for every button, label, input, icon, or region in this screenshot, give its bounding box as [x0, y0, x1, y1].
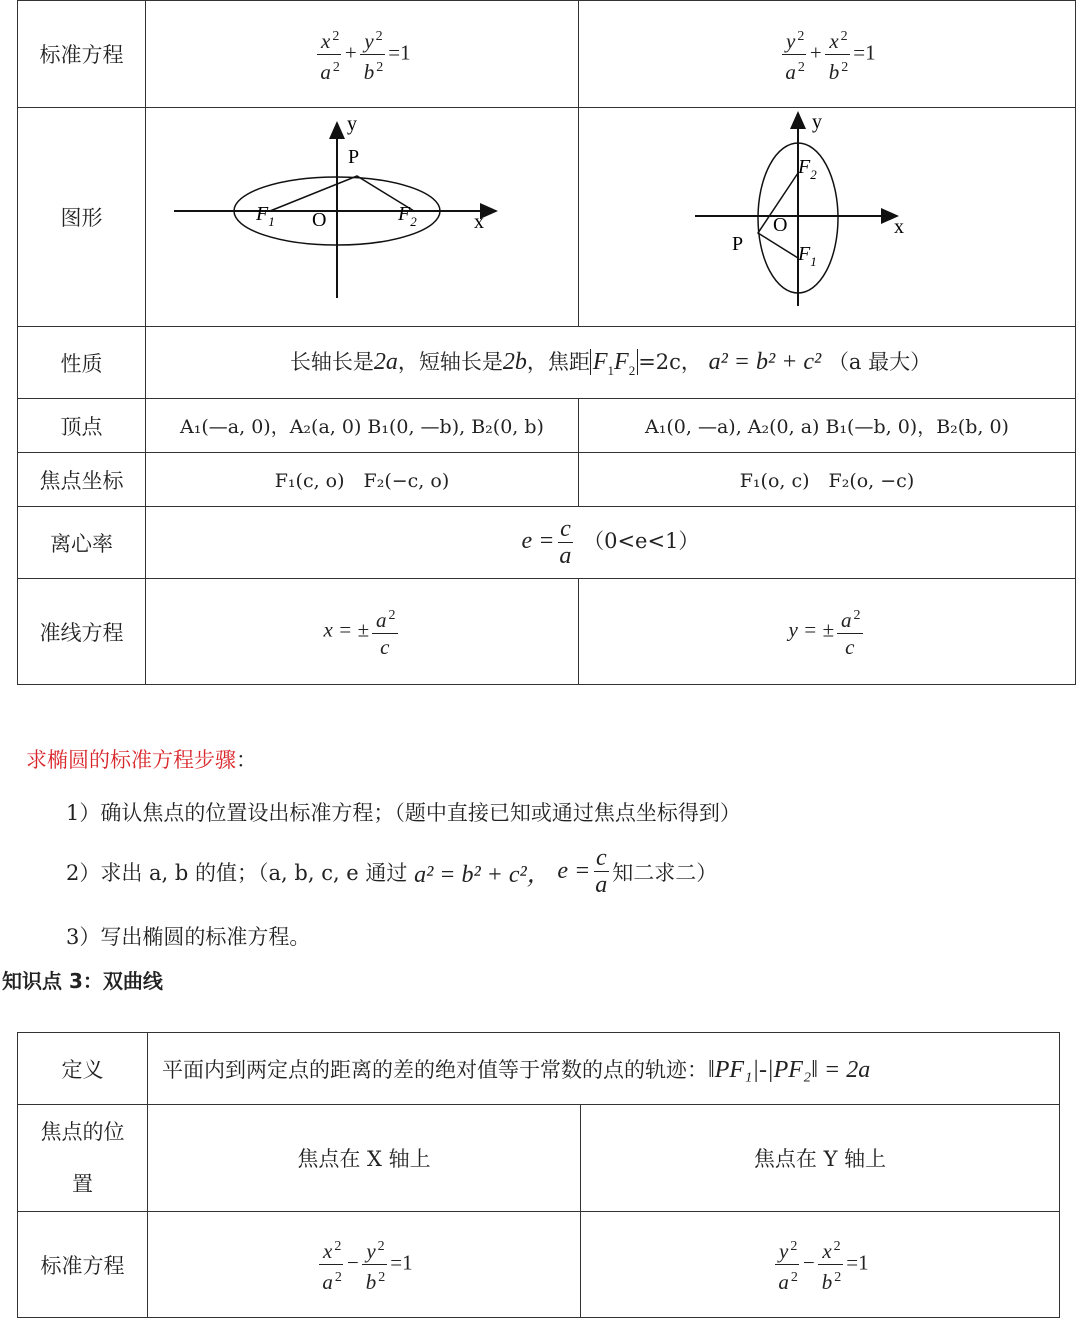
ellipse-table [17, 0, 1076, 685]
f2-label: $F_2$ [798, 156, 817, 182]
eccentricity-formula: e = $\frac{c}{a}$ （0<e<1） [146, 507, 1076, 579]
hyperbola-table [17, 1032, 1060, 1318]
formula-y-focus: $\frac{y ^2}{a ^2}$ − $\frac{x ^2}{b ^2}$ =1 [581, 1212, 1060, 1318]
o-label: O [312, 209, 327, 231]
row-label: 标准方程 [18, 1, 146, 108]
focal-lines [270, 176, 414, 211]
row-vertex [18, 399, 1076, 453]
y-label: y [347, 113, 357, 135]
figure-y-ellipse [579, 108, 1076, 327]
step-3: 3）写出椭圆的标准方程。 [66, 925, 311, 949]
y-label: y [812, 111, 822, 133]
p-label: P [348, 146, 360, 168]
property-text: 长轴长是2a，短轴长是2b，焦距 $F_1F_2 =2c$， a² = b² + c² （a 最大） [146, 327, 1076, 399]
formula-y-focus: $\frac{y ^2}{a ^2}$ + $\frac{x ^2}{b ^2}$ =1 [579, 1, 1076, 108]
row-label: 标准方程 [18, 1212, 148, 1318]
formula-x-focus: $\frac{x ^2}{a ^2}$ − $\frac{y ^2}{b ^2}$ =1 [148, 1212, 581, 1318]
focus-y: F₁(o, c) F₂(o, −c) [579, 453, 1076, 507]
p-label: P [732, 233, 744, 255]
f1-label: $F_1$ [256, 203, 275, 229]
steps-title: 求椭圆的标准方程步骤： [26, 748, 257, 772]
x-label: x [474, 211, 484, 233]
row-focus-position [18, 1105, 1060, 1212]
f1-label: $F_1$ [798, 243, 817, 269]
row-label: 顶点 [18, 399, 146, 453]
definition-text: 平面内到两定点的距离的差的绝对值等于常数的点的轨迹：‖PF₁|-|PF₂‖ = 2a [148, 1033, 1060, 1105]
focus-on-x: 焦点在 X 轴上 [148, 1105, 581, 1212]
focus-on-y: 焦点在 Y 轴上 [581, 1105, 1060, 1212]
row-label: 焦点坐标 [18, 453, 146, 507]
ellipse-horizontal-diagram [146, 108, 579, 321]
section-title: 知识点 3：双曲线 [2, 969, 163, 993]
directrix-x: x = ± $\frac{a ^2}{c}$ [146, 579, 579, 685]
row-eccentricity [18, 507, 1076, 579]
row-standard-eq [18, 1212, 1060, 1318]
directrix-y: y = ± $\frac{a ^2}{c}$ [579, 579, 1076, 685]
row-definition [18, 1033, 1060, 1105]
row-property [18, 327, 1076, 399]
step-2: 2）求出 a, b 的值；（a, b, c, e 通过 a² = b² + c²， e = $\frac{c}{a}$ 知二求二） [66, 845, 718, 898]
vertex-y-focus: A₁(0, —a), A₂(0, a) B₁(—b, 0)，B₂(b, 0) [579, 399, 1076, 453]
row-focus [18, 453, 1076, 507]
row-label: 图形 [18, 108, 146, 327]
step-1: 1）确认焦点的位置设出标准方程；（题中直接已知或通过焦点坐标得到） [66, 801, 741, 825]
row-label: 准线方程 [18, 579, 146, 685]
x-label: x [894, 216, 904, 238]
f2-label: $F_2$ [398, 203, 417, 229]
vertex-x-focus: A₁(—a, 0)，A₂(a, 0) B₁(0, —b), B₂(0, b) [146, 399, 579, 453]
row-directrix [18, 579, 1076, 685]
row-standard-eq [18, 1, 1076, 108]
row-figure [18, 108, 1076, 327]
row-label: 离心率 [18, 507, 146, 579]
row-label: 焦点的位 置 [18, 1105, 148, 1212]
row-label: 定义 [18, 1033, 148, 1105]
o-label: O [773, 214, 788, 236]
row-label: 性质 [18, 327, 146, 399]
formula-x-focus: $\frac{x ^2}{a ^2}$ + $\frac{y ^2}{b ^2}$ =1 [146, 1, 579, 108]
ellipse-vertical-diagram [579, 108, 1076, 321]
figure-x-ellipse [146, 108, 579, 327]
focus-x: F₁(c, o) F₂(−c, o) [146, 453, 579, 507]
